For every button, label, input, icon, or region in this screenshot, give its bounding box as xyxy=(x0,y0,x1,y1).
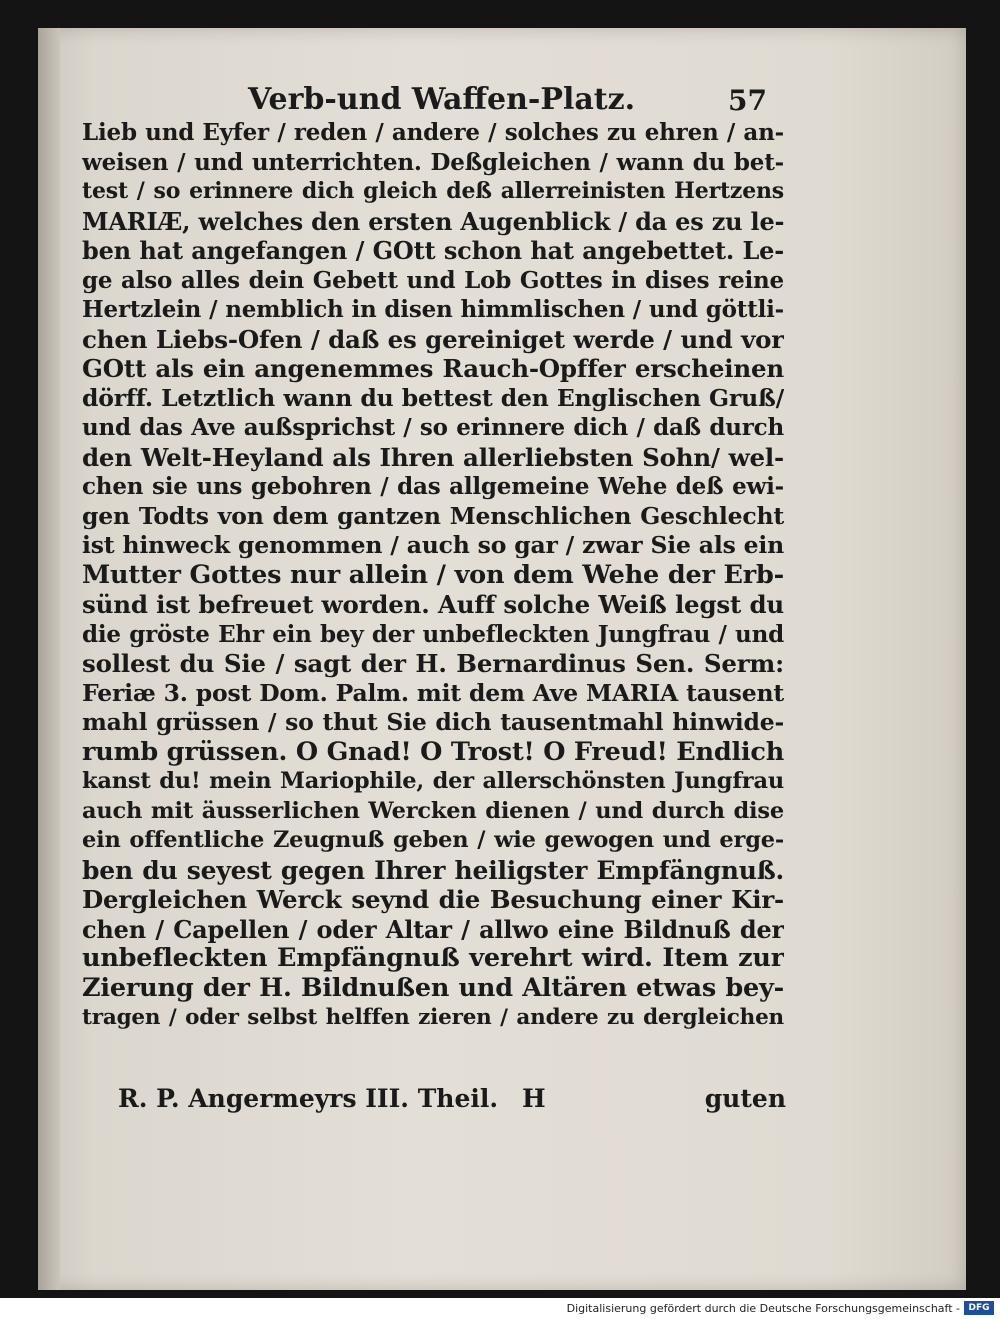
signature-mark: H xyxy=(522,1084,546,1113)
page-gutter xyxy=(38,28,60,1290)
running-title: Verb-und Waffen-Platz. xyxy=(248,82,636,117)
text-line: kanst du! mein Mariophile, der allerschönsten Jungfrau xyxy=(82,768,784,794)
signature-line: R. P. Angermeyrs III. Theil. xyxy=(118,1084,499,1113)
text-line: auch mit äusserlichen Wercken dienen / und durch dise xyxy=(82,797,784,824)
page-footer xyxy=(118,1084,786,1118)
text-line: die gröste Ehr ein bey der unbefleckten Jungfrau / und xyxy=(82,620,784,648)
dfg-logo: DFG xyxy=(964,1301,994,1315)
text-line: dörff. Letztlich wann du bettest den Englischen Gruß/ xyxy=(82,383,784,412)
text-line: ge also alles dein Gebett und Lob Gottes in dises reine xyxy=(82,266,784,294)
text-line: tragen / oder selbst helffen zieren / andere zu dergleichen xyxy=(82,1005,784,1030)
credit-text: Digitalisierung gefördert durch die Deutsche Forschungsgemeinschaft - xyxy=(566,1302,960,1315)
text-line: chen / Capellen / oder Altar / allwo eine Bildnuß der xyxy=(82,914,784,944)
text-line: sünd ist befreuet worden. Auff solche Weiß legst du xyxy=(82,590,784,619)
text-line: MARIÆ, welches den ersten Augenblick / da es zu le- xyxy=(82,206,784,236)
text-line: chen Liebs-Ofen / daß es gereiniget werde / und vor xyxy=(82,324,784,354)
text-line: Zierung der H. Bildnußen und Altären etwas bey- xyxy=(82,973,784,1003)
text-line: Mutter Gottes nur allein / von dem Wehe der Erb- xyxy=(82,560,784,590)
text-line: den Welt-Heyland als Ihren allerliebsten Sohn/ wel- xyxy=(82,442,784,472)
body-text xyxy=(82,118,784,1033)
text-line: test / so erinnere dich gleich deß allerreinisten Hertzens xyxy=(82,178,784,204)
text-line: mahl grüssen / so thut Sie dich tausentmahl hinwide- xyxy=(82,708,784,736)
text-line: weisen / und unterrichten. Deßgleichen / wann du bet- xyxy=(82,148,784,176)
text-line: chen sie uns gebohren / das allgemeine Wehe deß ewi- xyxy=(82,473,784,500)
text-line: gen Todts von dem gantzen Menschlichen Geschlecht xyxy=(82,501,784,530)
text-line: GOtt als ein angenemmes Rauch-Opffer erscheinen xyxy=(82,354,784,383)
text-line: sollest du Sie / sagt der H. Bernardinus Sen. Serm: xyxy=(82,649,784,678)
page-number: 57 xyxy=(728,84,767,117)
text-line: rumb grüssen. O Gnad! O Trost! O Freud! Endlich xyxy=(82,737,784,767)
text-line: unbefleckten Empfängnuß verehrt wird. Item zur xyxy=(82,944,784,973)
text-line: und das Ave außsprichst / so erinnere dich / daß durch xyxy=(82,414,784,441)
text-line: ein offentliche Zeugnuß geben / wie gewogen und erge- xyxy=(82,827,784,853)
text-line: ist hinweck genommen / auch so gar / zwar Sie als ein xyxy=(82,531,784,559)
text-line: Dergleichen Werck seynd die Besuchung einer Kir- xyxy=(82,885,784,914)
text-line: Lieb und Eyfer / reden / andere / solches zu ehren / an- xyxy=(82,119,784,146)
text-line: ben hat angefangen / GOtt schon hat angebettet. Le- xyxy=(82,236,784,265)
text-line: Hertzlein / nemblich in disen himmlischen / und göttli- xyxy=(82,296,784,323)
text-line: Feriæ 3. post Dom. Palm. mit dem Ave MARIA tausent xyxy=(82,678,784,707)
text-line: ben du seyest gegen Ihrer heiligster Empfängnuß. xyxy=(82,855,784,885)
catchword: guten xyxy=(704,1084,786,1113)
